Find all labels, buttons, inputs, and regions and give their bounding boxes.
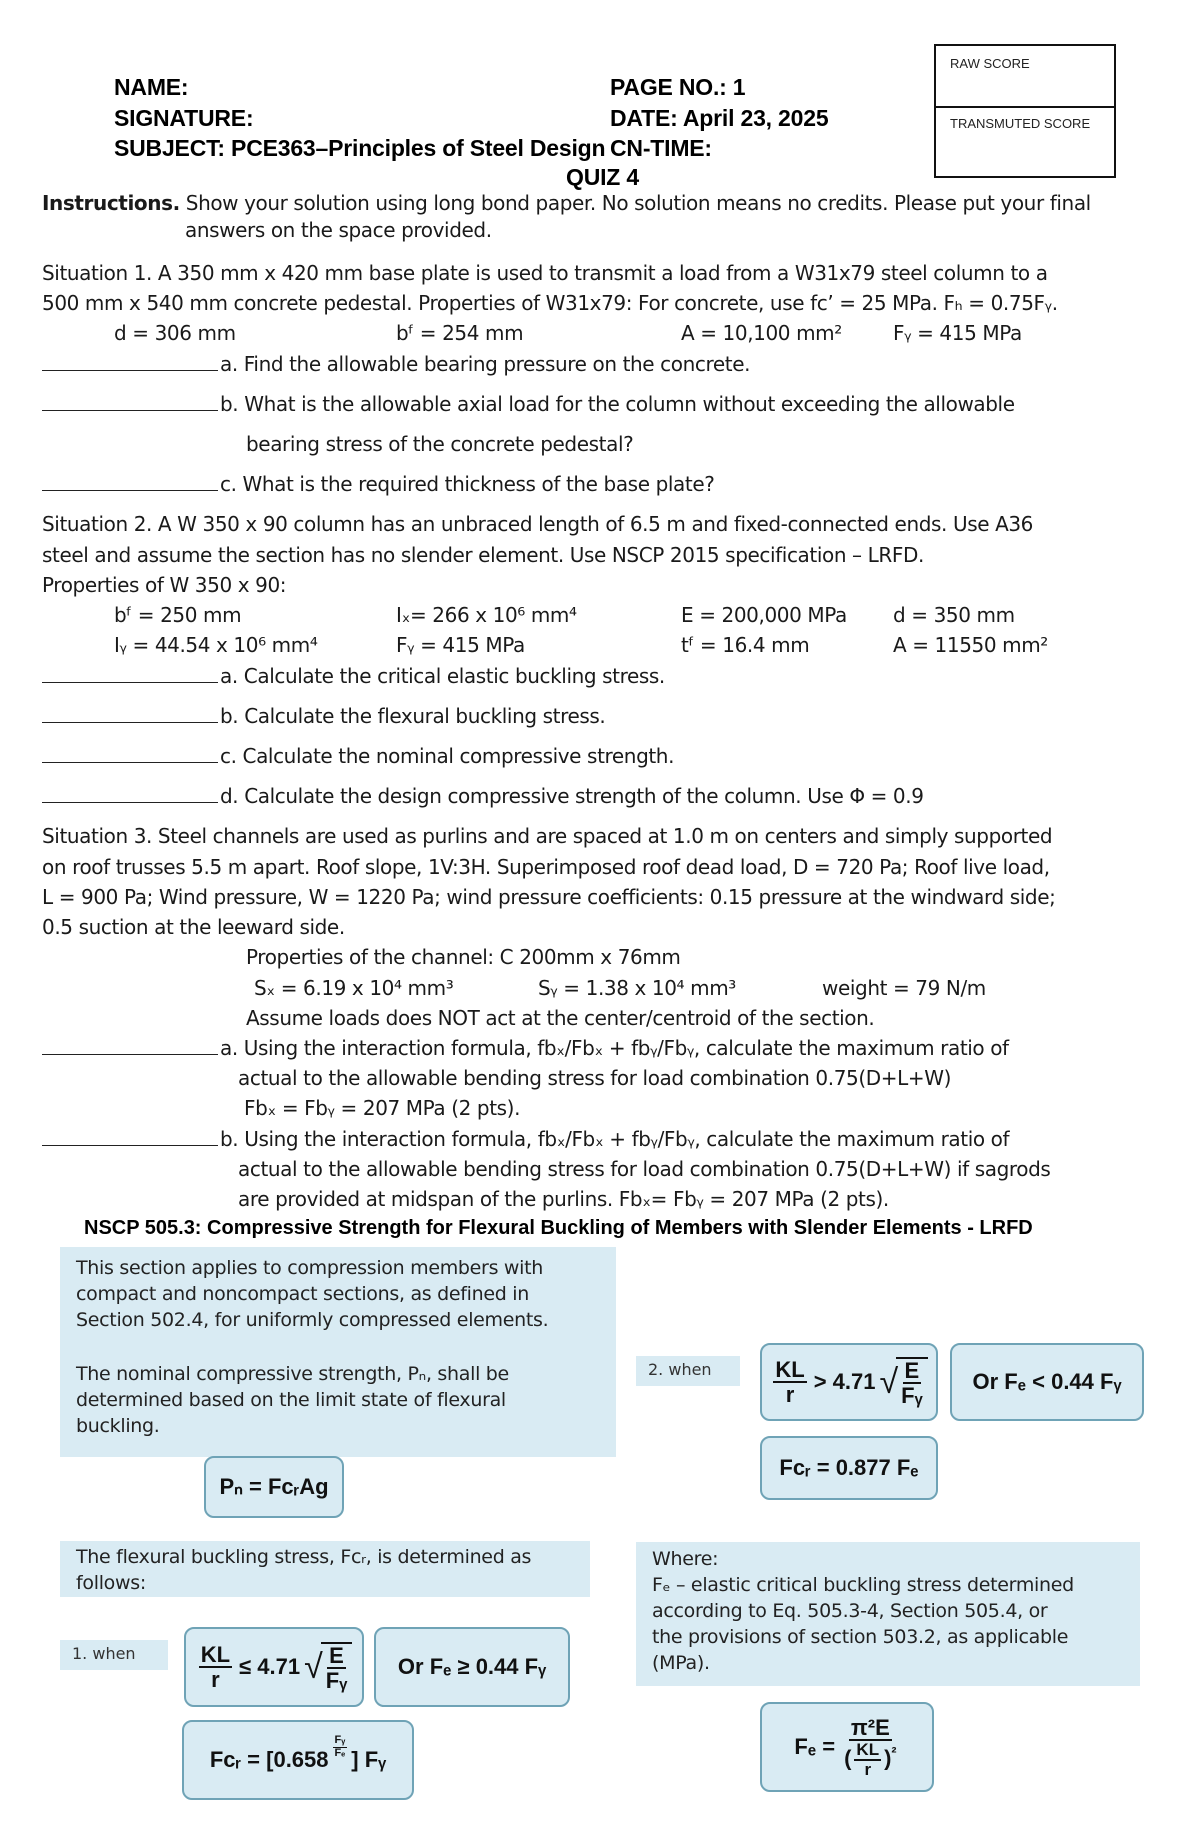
fe-numerator: π²E [850, 1714, 890, 1740]
s3-question-a-cont2: Fbₓ = Fbᵧ = 207 MPa (2 pts). [244, 1096, 521, 1120]
s3-prop-weight: weight = 79 N/m [822, 976, 986, 1000]
where-line2: according to Eq. 505.3-4, Section 505.4, or [652, 1600, 1048, 1622]
s3-question-a-text: a. Using the interaction formula, fbₓ/Fbₓ + fbᵧ/Fbᵧ, calculate the maximum ratio of [220, 1036, 1009, 1060]
answer-blank[interactable] [42, 705, 218, 723]
s1-question-a-text: a. Find the allowable bearing pressure on the concrete. [220, 352, 751, 376]
s1-prop-fy: Fᵧ = 415 MPa [893, 321, 1022, 345]
signature-label: SIGNATURE: [114, 105, 254, 131]
s1-prop-a: A = 10,100 mm² [681, 321, 842, 345]
sqrt-e-over-fy: √ $\frac{E}{\text{Fᵧ}}$ [879, 1357, 927, 1407]
s2-question-b-text: b. Calculate the flexural buckling stress. [220, 704, 606, 728]
where-line1: Fₑ – elastic critical buckling stress determined [652, 1574, 1074, 1596]
cn-time-label: CN-TIME: [610, 135, 712, 161]
s1-question-b [42, 392, 1015, 416]
subject-label: SUBJECT: PCE363–Principles of Steel Design [114, 135, 606, 161]
s3-question-a-cont1: actual to the allowable bending stress for load combination 0.75(D+L+W) [238, 1066, 951, 1090]
where-panel [636, 1542, 1140, 1686]
kl-denominator: r [211, 1667, 220, 1692]
raw-score-box[interactable] [934, 44, 1116, 108]
s2-line1: Situation 2. A W 350 x 90 column has an unbraced length of 6.5 m and fixed-connected ends. Use A36 [42, 512, 1034, 536]
s3-line3: L = 900 Pa; Wind pressure, W = 1220 Pa; wind pressure coefficients: 0.15 pressure at the windward side; [42, 885, 1056, 909]
s2-line3: Properties of W 350 x 90: [42, 573, 287, 597]
s2-prop-bf: bᶠ = 250 mm [114, 603, 242, 627]
s3-props-title: Properties of the channel: C 200mm x 76mm [246, 945, 681, 969]
intro-panel [60, 1247, 616, 1457]
s2-prop-d: d = 350 mm [893, 603, 1015, 627]
fy-denominator: Fᵧ [325, 1668, 348, 1693]
kl-r-le-condition [184, 1627, 364, 1707]
kl-numerator: KL [856, 1739, 880, 1759]
fcr-658-rhs: ] Fᵧ [351, 1747, 387, 1772]
kl-r-gt-condition [760, 1343, 938, 1421]
s2-line2: steel and assume the section has no slender element. Use NSCP 2015 specification – LRFD. [42, 543, 924, 567]
e-numerator: E [904, 1357, 920, 1383]
answer-blank[interactable] [42, 785, 218, 803]
s1-prop-d: d = 306 mm [114, 321, 236, 345]
s3-question-b [42, 1127, 1009, 1151]
kl-numerator: KL [200, 1641, 231, 1667]
instructions-line1 [42, 191, 1091, 215]
s3-assume: Assume loads does NOT act at the center/centroid of the section. [246, 1006, 875, 1030]
e-numerator: E [329, 1642, 344, 1668]
flexural-line2: follows: [76, 1572, 146, 1594]
intro-line2: compact and noncompact sections, as defined in [76, 1283, 529, 1305]
kl-over-r [199, 1643, 232, 1691]
le-operator: ≤ 4.71 [239, 1654, 301, 1679]
s2-question-a-text: a. Calculate the critical elastic buckling stress. [220, 664, 665, 688]
s1-line2: 500 mm x 540 mm concrete pedestal. Properties of W31x79: For concrete, use fc’ = 25 MPa. Fₕ = 0.75Fᵧ. [42, 291, 1058, 315]
squared-exponent: ² [891, 1744, 897, 1762]
kl-over-r [773, 1358, 806, 1406]
s2-prop-tf: tᶠ = 16.4 mm [681, 633, 810, 657]
s2-question-d [42, 784, 924, 808]
s2-question-b [42, 704, 605, 728]
fe-lhs: Fₑ = [794, 1734, 836, 1759]
s2-prop-a: A = 11550 mm² [893, 633, 1048, 657]
s3-prop-sy: Sᵧ = 1.38 x 10⁴ mm³ [538, 976, 736, 1000]
exponent-numerator: Fᵧ [334, 1733, 346, 1746]
s2-prop-ix: Iₓ= 266 x 10⁶ mm⁴ [396, 603, 577, 627]
transmuted-score-box[interactable] [934, 106, 1116, 178]
s1-question-b-cont: bearing stress of the concrete pedestal? [246, 432, 634, 456]
flexural-panel [60, 1541, 590, 1597]
reference-title: NSCP 505.3: Compressive Strength for Flexural Buckling of Members with Slender Elements - LRFD [84, 1217, 1033, 1239]
fe-denominator: ( $\frac{KL}{r}$ )$^{^2}$ [844, 1739, 897, 1779]
s2-prop-e: E = 200,000 MPa [681, 603, 847, 627]
s3-line2: on roof trusses 5.5 m apart. Roof slope, 1V:3H. Superimposed roof dead load, D = 720 Pa; Roof live load, [42, 855, 1050, 879]
fe-equation [760, 1702, 934, 1792]
s1-question-c-text: c. What is the required thickness of the base plate? [220, 472, 715, 496]
when-1-tag: 1. when [60, 1640, 168, 1670]
instructions-line2: answers on the space provided. [185, 218, 492, 242]
answer-blank[interactable] [42, 745, 218, 763]
gt-operator: > 4.71 [813, 1369, 876, 1394]
s2-question-d-text: d. Calculate the design compressive strength of the column. Use Φ = 0.9 [220, 784, 924, 808]
s1-question-c [42, 472, 714, 496]
page-no-label: PAGE NO.: 1 [610, 74, 746, 100]
fy-denominator: Fᵧ [901, 1383, 923, 1408]
intro-line3: Section 502.4, for uniformly compressed elements. [76, 1309, 549, 1331]
intro-line6: buckling. [76, 1415, 160, 1437]
answer-blank[interactable] [42, 393, 218, 411]
sqrt-e-over-fy: √ $\frac{E}{\text{Fᵧ}}$ [304, 1642, 352, 1692]
s1-question-a [42, 352, 750, 376]
s3-question-a [42, 1036, 1009, 1060]
transmuted-score-label: TRANSMUTED SCORE [950, 116, 1091, 131]
fcr-658-equation [182, 1720, 414, 1800]
s2-question-c-text: c. Calculate the nominal compressive strength. [220, 744, 675, 768]
s1-question-b-text: b. What is the allowable axial load for the column without exceeding the allowable [220, 392, 1015, 416]
answer-blank[interactable] [42, 665, 218, 683]
date-label: DATE: April 23, 2025 [610, 105, 829, 131]
s3-line4: 0.5 suction at the leeward side. [42, 915, 345, 939]
fcr-658-lhs: Fᴄᵣ = [0.658 [209, 1747, 329, 1772]
fcr-877-equation: Fᴄᵣ = 0.877 Fₑ [760, 1436, 938, 1500]
exponent-denominator: Fₑ [334, 1746, 346, 1759]
s3-question-b-text: b. Using the interaction formula, fbₓ/Fbₓ + fbᵧ/Fbᵧ, calculate the maximum ratio of [220, 1127, 1010, 1151]
fcr-exponent [333, 1735, 348, 1759]
answer-blank[interactable] [42, 473, 218, 491]
answer-blank[interactable] [42, 1128, 218, 1146]
instructions-text1: Show your solution using long bond paper. No solution means no credits. Please put your final [179, 191, 1091, 215]
s2-prop-fy: Fᵧ = 415 MPa [396, 633, 525, 657]
s1-line1: Situation 1. A 350 mm x 420 mm base plate is used to transmit a load from a W31x79 steel column to a [42, 261, 1048, 285]
fe-ge-condition: Or Fₑ ≥ 0.44 Fᵧ [374, 1627, 570, 1707]
quiz-title: QUIZ 4 [566, 164, 639, 190]
s1-prop-bf: bᶠ = 254 mm [396, 321, 524, 345]
s3-line1: Situation 3. Steel channels are used as purlins and are spaced at 1.0 m on centers and simply supported [42, 824, 1053, 848]
where-line4: (MPa). [652, 1652, 710, 1674]
s3-question-b-cont2: are provided at midspan of the purlins. Fbₓ= Fbᵧ = 207 MPa (2 pts). [238, 1187, 889, 1211]
answer-blank[interactable] [42, 353, 218, 371]
intro-line5: determined based on the limit state of flexural [76, 1389, 506, 1411]
s2-prop-iy: Iᵧ = 44.54 x 10⁶ mm⁴ [114, 633, 318, 657]
s3-question-b-cont1: actual to the allowable bending stress for load combination 0.75(D+L+W) if sagrods [238, 1157, 1051, 1181]
kl-numerator: KL [775, 1356, 805, 1382]
where-line3: the provisions of section 503.2, as applicable [652, 1626, 1069, 1648]
s3-prop-sx: Sₓ = 6.19 x 10⁴ mm³ [254, 976, 454, 1000]
where-title: Where: [652, 1548, 719, 1570]
name-label: NAME: [114, 74, 189, 100]
when-2-tag: 2. when [636, 1356, 740, 1386]
s2-question-c [42, 744, 674, 768]
intro-line4: The nominal compressive strength, Pₙ, shall be [76, 1363, 509, 1385]
s2-question-a [42, 664, 665, 688]
flexural-line1: The flexural buckling stress, Fᴄᵣ, is determined as [76, 1546, 532, 1568]
fe-lt-condition: Or Fₑ < 0.44 Fᵧ [950, 1343, 1144, 1421]
kl-denominator: r [864, 1759, 872, 1779]
pn-equation: Pₙ = FᴄᵣAg [204, 1456, 344, 1518]
instructions-lead: Instructions. [42, 191, 180, 215]
fe-fraction [844, 1716, 896, 1779]
raw-score-label: RAW SCORE [950, 56, 1030, 71]
kl-denominator: r [785, 1382, 795, 1407]
intro-line1: This section applies to compression members with [76, 1257, 544, 1279]
answer-blank[interactable] [42, 1037, 218, 1055]
